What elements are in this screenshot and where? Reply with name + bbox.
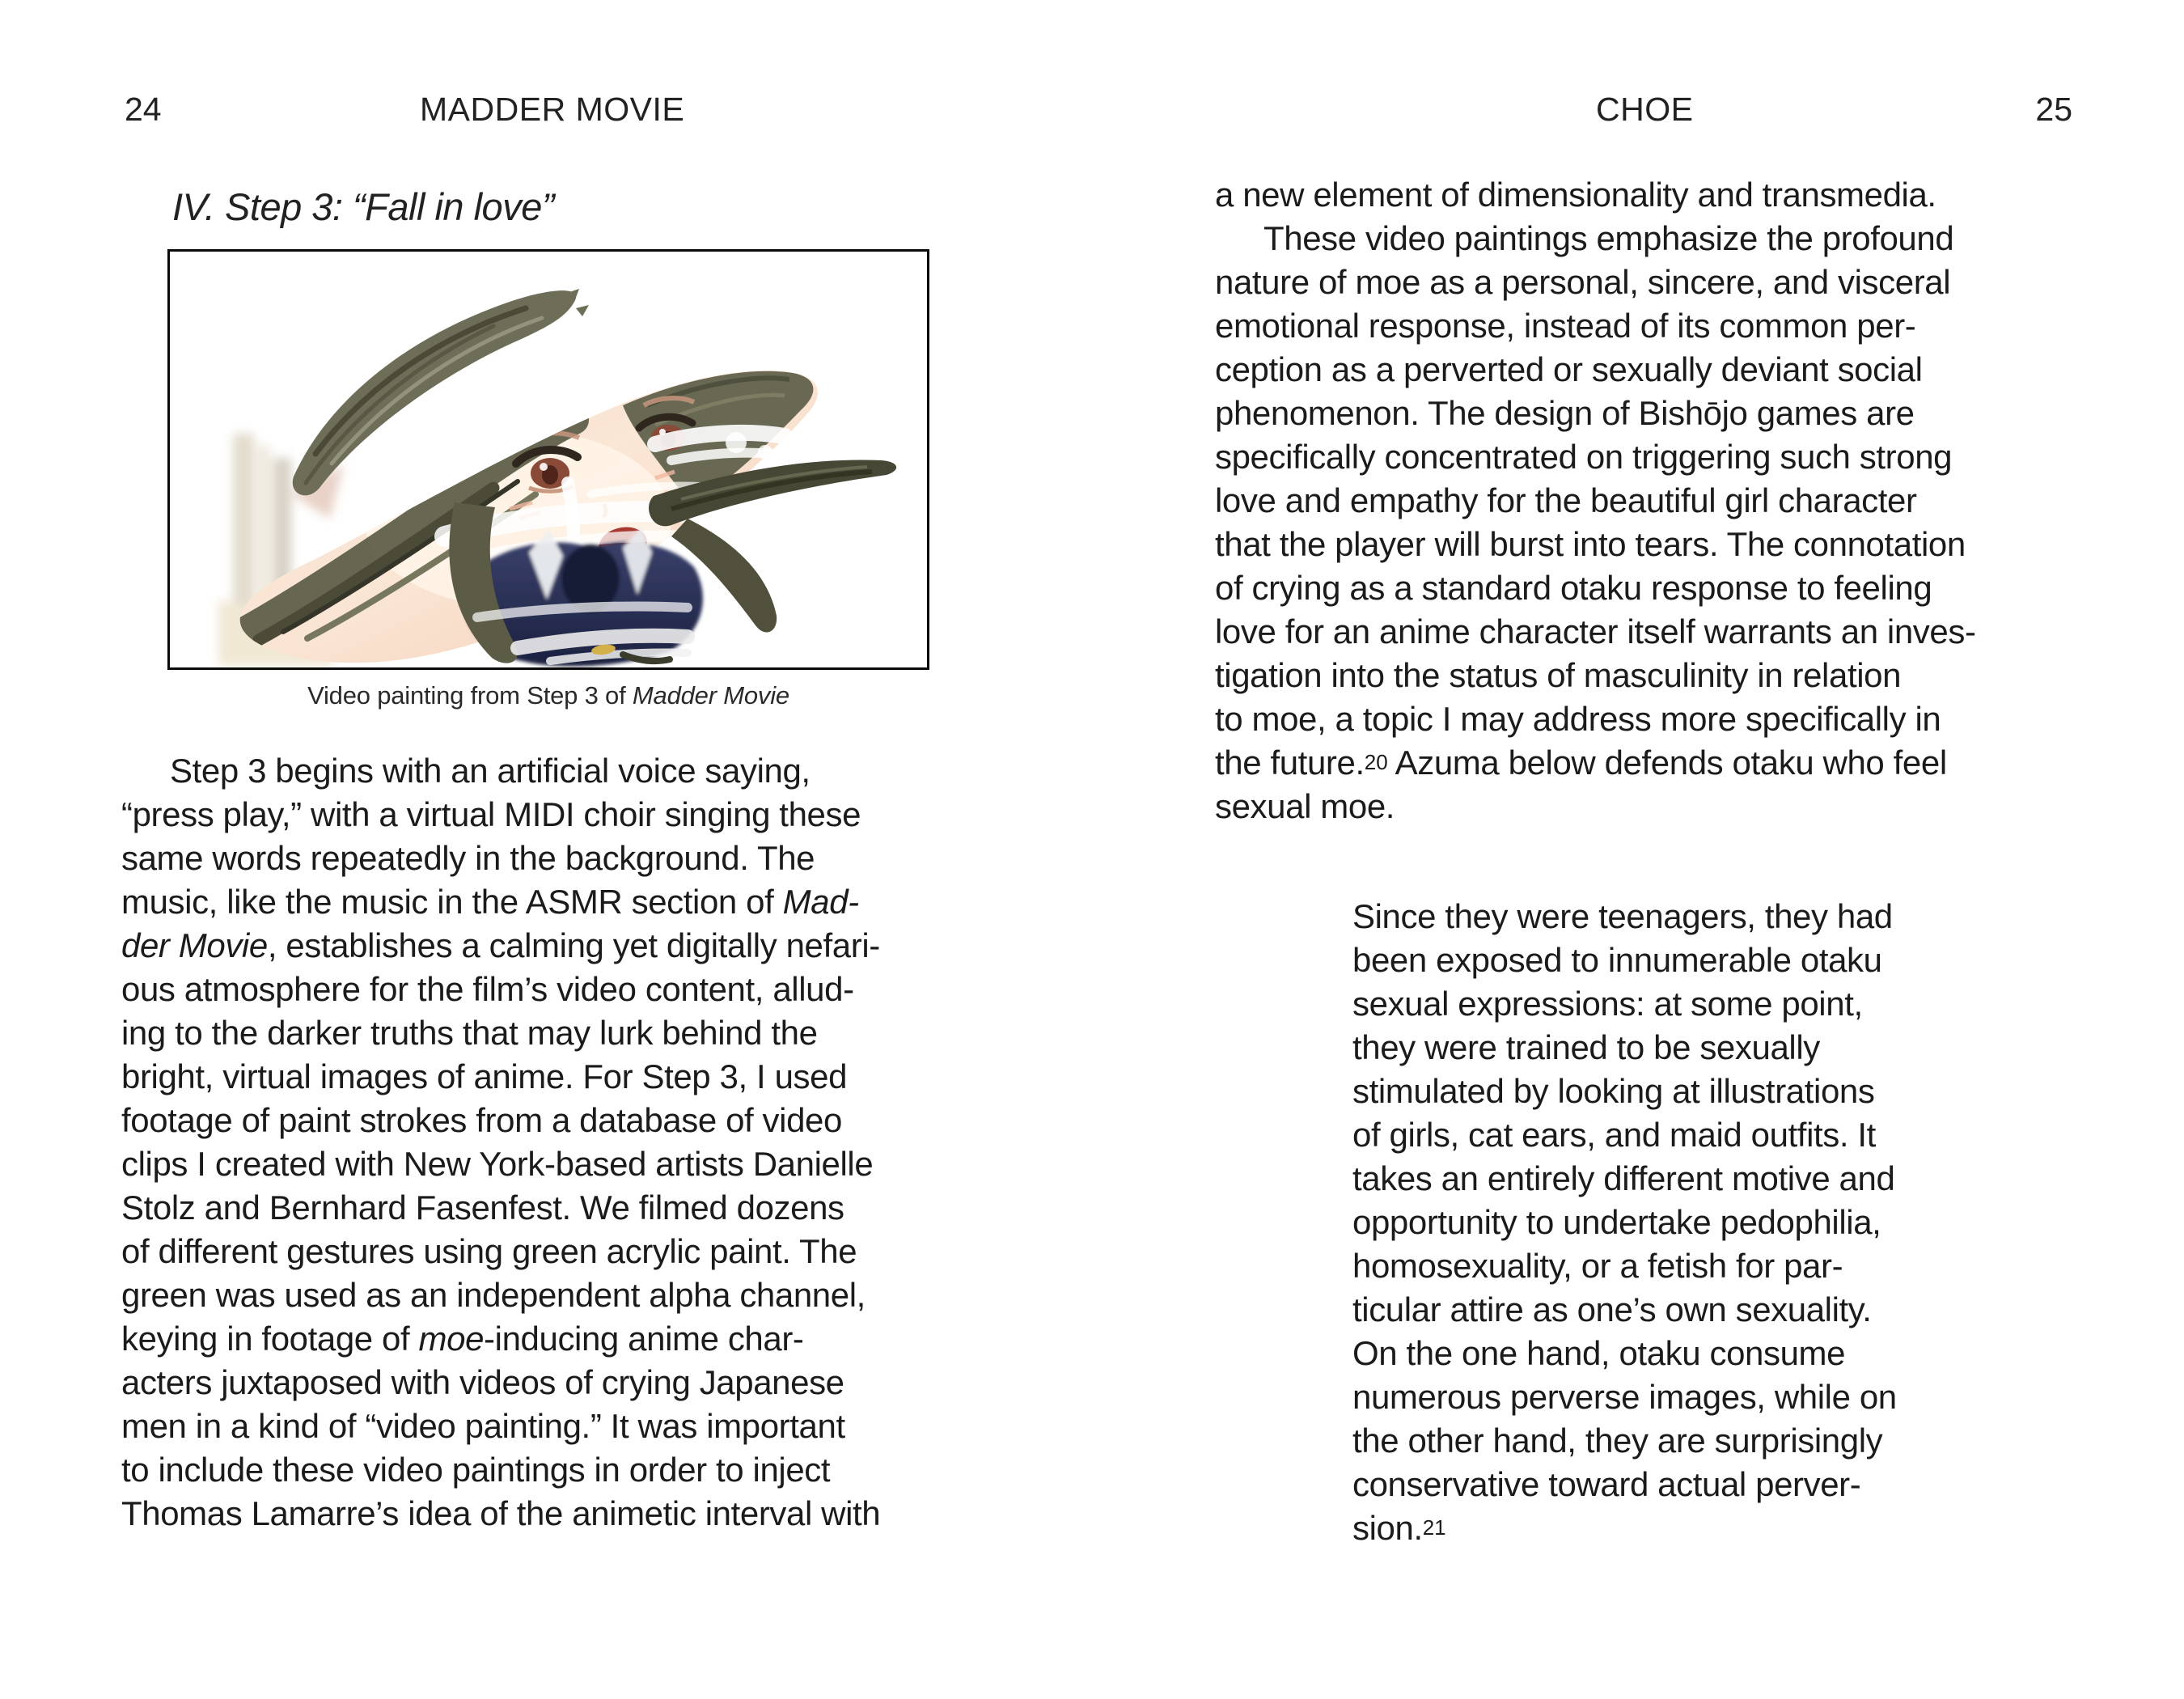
running-header-left: MADDER MOVIE — [420, 91, 685, 128]
text-line: These video paintings emphasize the profound — [1263, 219, 1954, 257]
text-line: Thomas Lamarre’s idea of the animetic interval with — [121, 1494, 881, 1532]
text-line: been exposed to innumerable otaku — [1352, 941, 1882, 979]
text-line: to include these video paintings in order to inject — [121, 1451, 831, 1489]
figure-frame — [167, 249, 929, 670]
text-line: numerous perverse images, while on — [1352, 1378, 1897, 1416]
text-line: sion.$^{21}$ — [1352, 1509, 1446, 1547]
text-line: they were trained to be sexually — [1352, 1028, 1820, 1066]
text-line: Video painting from Step 3 of Madder Movie — [307, 681, 789, 710]
text-line: that the player will burst into tears. The connotation — [1215, 525, 1966, 563]
running-header-right: CHOE — [1596, 91, 1694, 128]
text-line: clips I created with New York-based artists Danielle — [121, 1145, 874, 1183]
text-line: love for an anime character itself warrants an inves- — [1215, 612, 1976, 650]
text-line: keying in footage of moe-inducing anime char- — [121, 1320, 804, 1358]
text-line: Step 3 begins with an artificial voice saying, — [170, 752, 811, 790]
text-line: the future.$^{20}$ Azuma below defends otaku who feel — [1215, 744, 1947, 782]
text-line: footage of paint strokes from a database of video — [121, 1101, 842, 1139]
text-line: tigation into the status of masculinity in relation — [1215, 656, 1902, 694]
text-line: a new element of dimensionality and transmedia. — [1215, 176, 1936, 214]
text-line: “press play,” with a virtual MIDI choir singing these — [121, 795, 861, 833]
text-line: homosexuality, or a fetish for par- — [1352, 1247, 1843, 1285]
text-line: of different gestures using green acrylic paint. The — [121, 1232, 857, 1270]
figure-caption — [167, 681, 929, 710]
text-line: Since they were teenagers, they had — [1352, 897, 1893, 935]
text-line: ous atmosphere for the film’s video content, allud- — [121, 970, 854, 1008]
page-number-left: 24 — [125, 91, 162, 128]
text-line: music, like the music in the ASMR section of Mad- — [121, 883, 859, 921]
text-line: emotional response, instead of its common per- — [1215, 307, 1916, 345]
text-line: On the one hand, otaku consume — [1352, 1334, 1846, 1372]
text-line: phenomenon. The design of Bishōjo games are — [1215, 394, 1915, 432]
text-line: same words repeatedly in the background. The — [121, 839, 815, 877]
section-heading: IV. Step 3: “Fall in love” — [172, 185, 554, 228]
text-line: sexual expressions: at some point, — [1352, 985, 1863, 1023]
page-number-right: 25 — [2035, 91, 2072, 128]
body-text-left — [121, 749, 1019, 1536]
text-line: ticular attire as one’s own sexuality. — [1352, 1290, 1872, 1328]
text-line: green was used as an independent alpha channel, — [121, 1276, 866, 1314]
text-line: der Movie, establishes a calming yet digitally nefari- — [121, 926, 880, 964]
text-line: of girls, cat ears, and maid outfits. It — [1352, 1116, 1876, 1154]
text-line: the other hand, they are surprisingly — [1352, 1421, 1883, 1460]
video-painting-image — [170, 252, 927, 667]
text-line: ception as a perverted or sexually deviant social — [1215, 350, 1923, 388]
text-line: conservative toward actual perver- — [1352, 1465, 1861, 1503]
text-line: acters juxtaposed with videos of crying Japanese — [121, 1363, 844, 1401]
text-line: of crying as a standard otaku response to feeling — [1215, 569, 1932, 607]
text-line: love and empathy for the beautiful girl character — [1215, 481, 1917, 519]
text-line: stimulated by looking at illustrations — [1352, 1072, 1875, 1110]
text-line: takes an entirely different motive and — [1352, 1159, 1895, 1197]
text-line: Stolz and Bernhard Fasenfest. We filmed dozens — [121, 1188, 844, 1227]
text-line: nature of moe as a personal, sincere, and visceral — [1215, 263, 1951, 301]
body-text-right — [1215, 173, 2056, 828]
text-line: bright, virtual images of anime. For Step 3, I used — [121, 1057, 848, 1095]
text-line: sexual moe. — [1215, 787, 1395, 825]
text-line: men in a kind of “video painting.” It was important — [121, 1407, 845, 1445]
text-line: to moe, a topic I may address more specifically in — [1215, 700, 1941, 738]
text-line: specifically concentrated on triggering such strong — [1215, 438, 1953, 476]
blockquote — [1352, 895, 2048, 1550]
text-line: ing to the darker truths that may lurk behind the — [121, 1014, 818, 1052]
text-line: opportunity to undertake pedophilia, — [1352, 1203, 1881, 1241]
